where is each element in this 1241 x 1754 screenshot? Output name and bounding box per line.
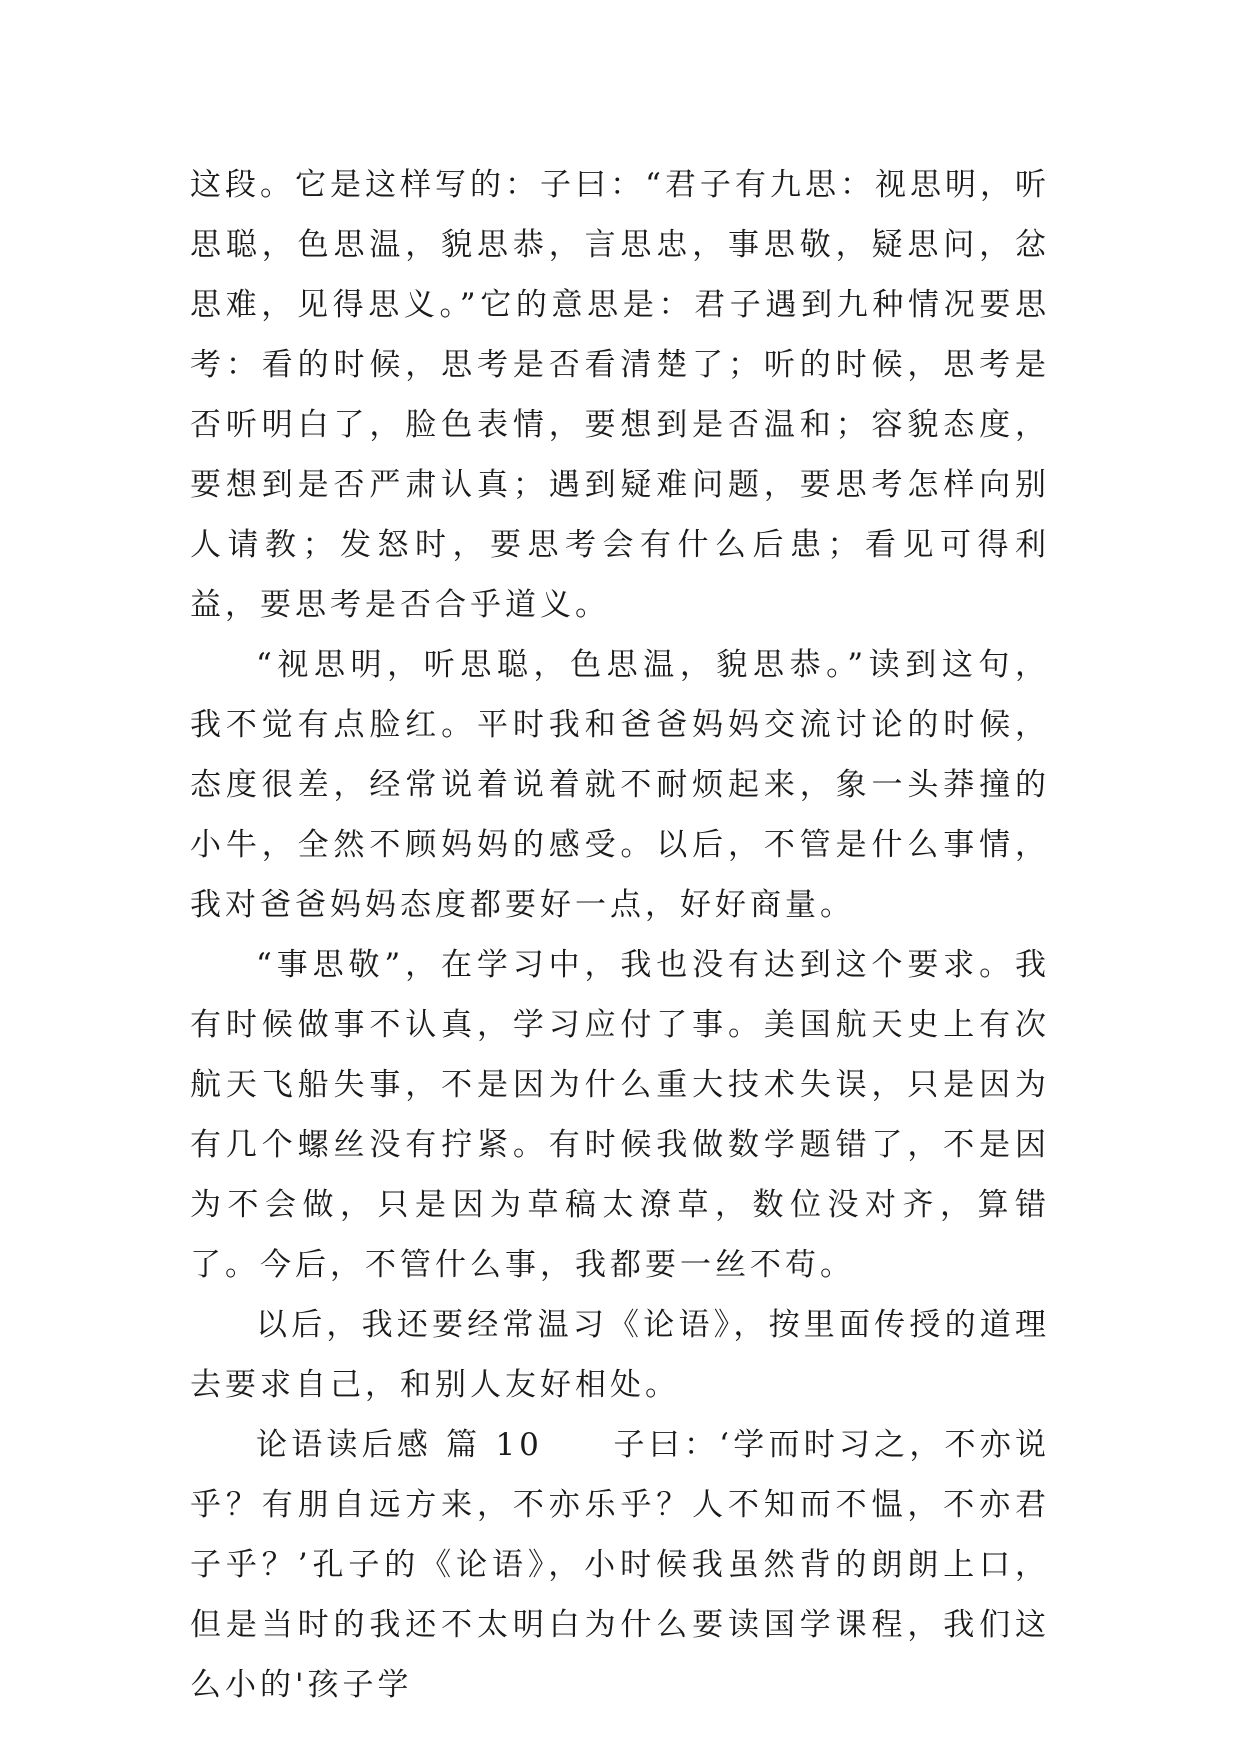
paragraph-conclusion: 以后，我还要经常温习《论语》，按里面传授的道理去要求自己，和别人友好相处。 [190, 1307, 1050, 1403]
document-body [190, 155, 1050, 1715]
paragraph-essay-10-start: 论语读后感 篇 10 子曰：‘学而时习之，不亦说乎？有朋自远方来，不亦乐乎？人不知而不愠，不亦君子乎？’孔子的《论语》，小时候我虽然背的朗朗上口，但是当时的我还不太明白为什么要读国学课程，我们这么小的'孩子学 [190, 1427, 1050, 1703]
paragraph-reflection-diligence: “事思敬”，在学习中，我也没有达到这个要求。我有时候做事不认真，学习应付了事。美国航天史上有次航天飞船失事，不是因为什么重大技术失误，只是因为有几个螺丝没有拧紧。有时候我做数学题错了，不是因为不会做，只是因为草稿太潦草，数位没对齐，算错了。今后，不管什么事，我都要一丝不苟。 [190, 947, 1050, 1283]
paragraph-nine-thoughts: 这段。它是这样写的：子曰：“君子有九思：视思明，听思聪，色思温，貌思恭，言思忠，事思敬，疑思问，忿思难，见得思义。”它的意思是：君子遇到九种情况要思考：看的时候，思考是否看清楚了；听的时候，思考是否听明白了，脸色表情，要想到是否温和；容貌态度，要想到是否严肃认真；遇到疑难问题，要思考怎样向别人请教；发怒时，要思考会有什么后患；看见可得利益，要思考是否合乎道义。 [190, 167, 1050, 623]
paragraph-reflection-attitude: “视思明，听思聪，色思温，貌思恭。”读到这句，我不觉有点脸红。平时我和爸爸妈妈交流讨论的时候，态度很差，经常说着说着就不耐烦起来，象一头莽撞的小牛，全然不顾妈妈的感受。以后，不管是什么事情，我对爸爸妈妈态度都要好一点，好好商量。 [190, 647, 1050, 923]
